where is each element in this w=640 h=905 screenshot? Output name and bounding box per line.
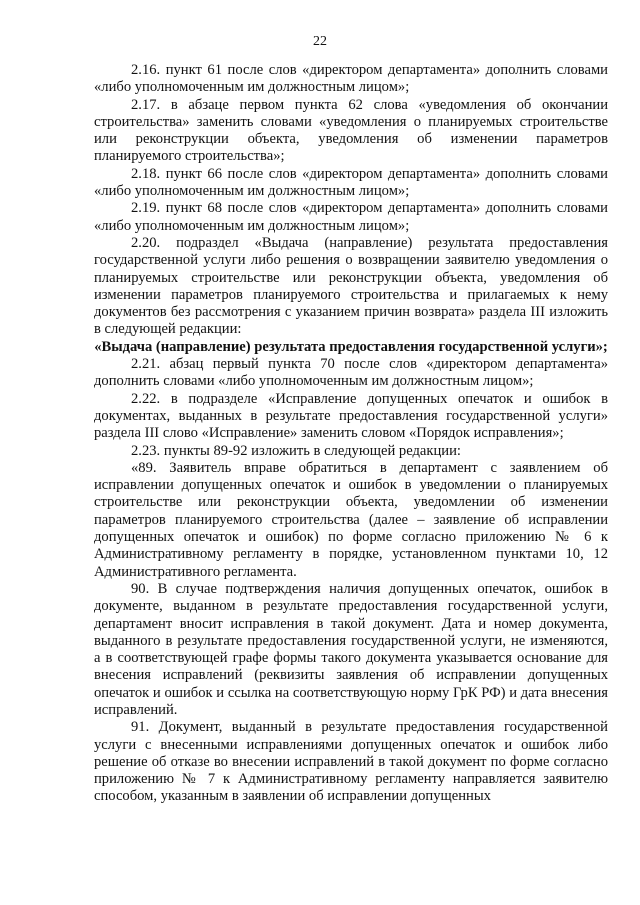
paragraph: 2.16. пункт 61 после слов «директором департамента» дополнить словами «либо уполномоченным им должностным лицом»; — [94, 62, 608, 96]
paragraph: 2.18. пункт 66 после слов «директором департамента» дополнить словами «либо уполномоченным им должностным лицом»; — [94, 165, 608, 200]
section-heading: «Выдача (направление) результата предоставления государственной услуги»; — [94, 338, 608, 355]
paragraph: 2.22. в подразделе «Исправление допущенных опечаток и ошибок в документах, выданных в результате предоставления государственной услуги» раздела III слово «Исправление» заменить словом «Порядок исправления»; — [94, 390, 608, 442]
document-body — [94, 62, 608, 806]
paragraph: 2.21. абзац первый пункта 70 после слов «директором департамента» дополнить словами «либо уполномоченным им должностным лицом»; — [94, 356, 608, 390]
paragraph: «89. Заявитель вправе обратиться в департамент с заявлением об исправлении допущенных опечаток и ошибок в уведомлении о планируемых строительстве или реконструкции объекта, уведомлении об изменении параметров планируемого строительства (далее – заявление об исправлении допущенных опечаток и ошибок) по форме согласно приложению № 6 к Административному регламенту в порядке, установленном пунктами 10, 12 Административного регламента. — [94, 459, 608, 580]
paragraph: 2.17. в абзаце первом пункта 62 слова «уведомления об окончании строительства» заменить словами «уведомления о планируемых строительстве или реконструкции объекта, уведомления об изменении параметров планируемого строительства»; — [94, 96, 608, 165]
paragraph: 2.19. пункт 68 после слов «директором департамента» дополнить словами «либо уполномоченным им должностным лицом»; — [94, 200, 608, 234]
paragraph: 2.20. подраздел «Выдача (направление) результата предоставления государственной услуги либо решения о возвращении заявителю уведомления о планируемых строительстве или реконструкции объекта, уведомления об изменении параметров планируемого строительства и прилагаемых к нему документов без рассмотрения с указанием причин возврата» раздела III изложить в следующей редакции: — [94, 234, 608, 338]
page-number: 22 — [313, 34, 327, 49]
paragraph: 90. В случае подтверждения наличия допущенных опечаток, ошибок в документе, выданном в результате предоставления государственной услуги, департамент вносит исправления в такой документ. Дата и номер документа, выданного в результате предоставления государственной услуги, не изменяются, а в соответствующей графе формы такого документа указывается основание для внесения исправлений (реквизиты заявления об исправлении допущенных опечаток и ошибок и ссылка на соответствующую норму ГрК РФ) и дата внесения исправлений. — [94, 580, 608, 718]
paragraph: 2.23. пункты 89-92 изложить в следующей редакции: — [131, 442, 461, 459]
paragraph: 91. Документ, выданный в результате предоставления государственной услуги с внесенными исправлениями допущенных опечаток и ошибок либо решение об отказе во внесении исправлений в такой документ по форме согласно приложению № 7 к Административному регламенту направляется заявителю способом, указанным в заявлении об исправлении допущенных — [94, 719, 608, 805]
